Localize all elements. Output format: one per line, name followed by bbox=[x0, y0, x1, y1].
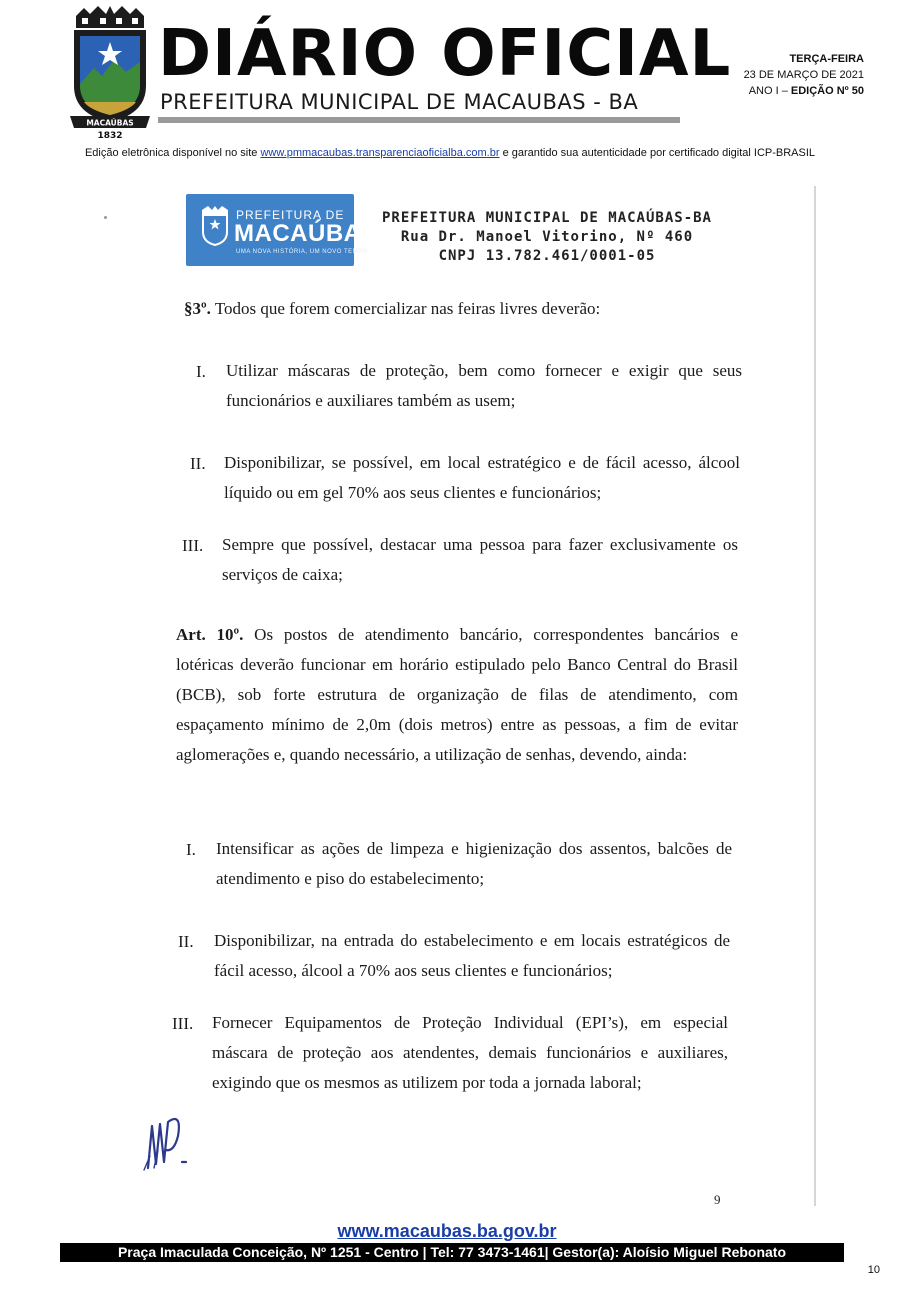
issue-info bbox=[744, 51, 864, 99]
notice-text-after: e garantido sua autenticidade por certificado digital ICP-BRASIL bbox=[499, 147, 816, 159]
list1-item-1-num: I. bbox=[196, 362, 206, 381]
scan-edge bbox=[814, 186, 816, 1206]
list2-item-2-num: II. bbox=[178, 932, 194, 951]
municipal-website-link[interactable]: www.macaubas.ba.gov.br bbox=[337, 1221, 557, 1241]
logo-line-2: MACAÚBAS bbox=[234, 220, 378, 247]
electronic-edition-notice bbox=[0, 147, 900, 159]
issue-year: ANO I – bbox=[748, 85, 791, 97]
issue-weekday: TERÇA-FEIRA bbox=[789, 53, 864, 65]
scanned-page-number: 9 bbox=[714, 1192, 721, 1207]
letterhead-name: PREFEITURA MUNICIPAL DE MACAÚBAS-BA bbox=[381, 210, 712, 226]
list2-item-2-text: Disponibilizar, na entrada do estabelecimento e em locais estratégicos de fácil acesso, álcool a 70% aos seus clientes e funcionários; bbox=[214, 931, 730, 980]
list1-item-3-text: Sempre que possível, destacar uma pessoa para fazer exclusivamente os serviços de caixa; bbox=[222, 535, 738, 584]
crest-banner-text: MACAÚBAS bbox=[86, 118, 134, 128]
list1-item-2-num: II. bbox=[190, 454, 206, 473]
mini-crest-icon bbox=[200, 206, 230, 246]
issue-date: 23 DE MARÇO DE 2021 bbox=[743, 69, 864, 81]
issue-edition-line bbox=[744, 83, 864, 99]
article-10-text: Os postos de atendimento bancário, correspondentes bancários e lotéricas deverão funcionar em horário estipulado pelo Banco Central do Brasil (BCB), sob forte estrutura de organização de filas de atendimento, com espaçamento mínimo de 2,0m (dois metros) entre as pessoas, a fim de evitar aglomerações e, quando necessário, a utilização de senhas, devendo, ainda: bbox=[176, 625, 738, 764]
paragraph-3-label: §3º. bbox=[184, 299, 211, 318]
municipal-crest-icon bbox=[70, 6, 150, 140]
list1-item-2-text: Disponibilizar, se possível, em local estratégico e de fácil acesso, álcool líquido ou em gel 70% aos seus clientes e funcionários; bbox=[224, 453, 740, 502]
list1-item-3-num: III. bbox=[182, 536, 204, 555]
scanned-page bbox=[92, 176, 822, 1220]
masthead-divider bbox=[158, 117, 680, 123]
diario-page-number: 10 bbox=[867, 1264, 880, 1276]
logo-line-1: PREFEITURA DE bbox=[236, 208, 345, 222]
prefeitura-logo bbox=[186, 194, 378, 266]
scan-speck bbox=[104, 216, 107, 219]
letterhead-address: Rua Dr. Manoel Vitorino, Nº 460 bbox=[400, 229, 694, 245]
article-10-label: Art. 10º. bbox=[176, 625, 244, 644]
list2-item-1-text: Intensificar as ações de limpeza e higienização dos assentos, balcões de atendimento e piso do estabelecimento; bbox=[216, 839, 732, 888]
list2-item-1-num: I. bbox=[186, 840, 196, 859]
logo-tagline: UMA NOVA HISTÓRIA, UM NOVO TEMPO bbox=[236, 249, 368, 255]
article-10 bbox=[176, 620, 738, 770]
paragraph-3 bbox=[184, 294, 744, 324]
issue-edition: EDIÇÃO Nº 50 bbox=[790, 85, 864, 97]
paragraph-3-text: Todos que forem comercializar nas feiras livres deverão: bbox=[210, 299, 601, 318]
notice-text-before: Edição eletrônica disponível no site bbox=[84, 147, 261, 159]
signature-mark bbox=[138, 1106, 198, 1176]
list2-item-3-text: Fornecer Equipamentos de Proteção Individual (EPI’s), em especial máscara de proteção aos atendentes, demais funcionários e auxiliares, exigindo que os mesmos as utilizem por toda a jornada laboral; bbox=[212, 1013, 728, 1092]
list2-item-3-num: III. bbox=[172, 1014, 194, 1033]
masthead-subtitle: PREFEITURA MUNICIPAL DE MACAUBAS - BA bbox=[160, 90, 639, 114]
footer-address-bar: Praça Imaculada Conceição, Nº 1251 - Centro | Tel: 77 3473-1461| Gestor(a): Aloísio Miguel Rebonato bbox=[60, 1243, 844, 1262]
crest-year: 1832 bbox=[97, 131, 123, 140]
masthead-title: DIÁRIO OFICIAL bbox=[158, 17, 732, 91]
list1-item-1-text: Utilizar máscaras de proteção, bem como fornecer e exigir que seus funcionários e auxiliares também as usem; bbox=[226, 361, 742, 410]
letterhead-cnpj: CNPJ 13.782.461/0001-05 bbox=[438, 248, 656, 264]
transparency-site-link[interactable]: www.pmmacaubas.transparenciaoficialba.com.br bbox=[260, 147, 500, 159]
